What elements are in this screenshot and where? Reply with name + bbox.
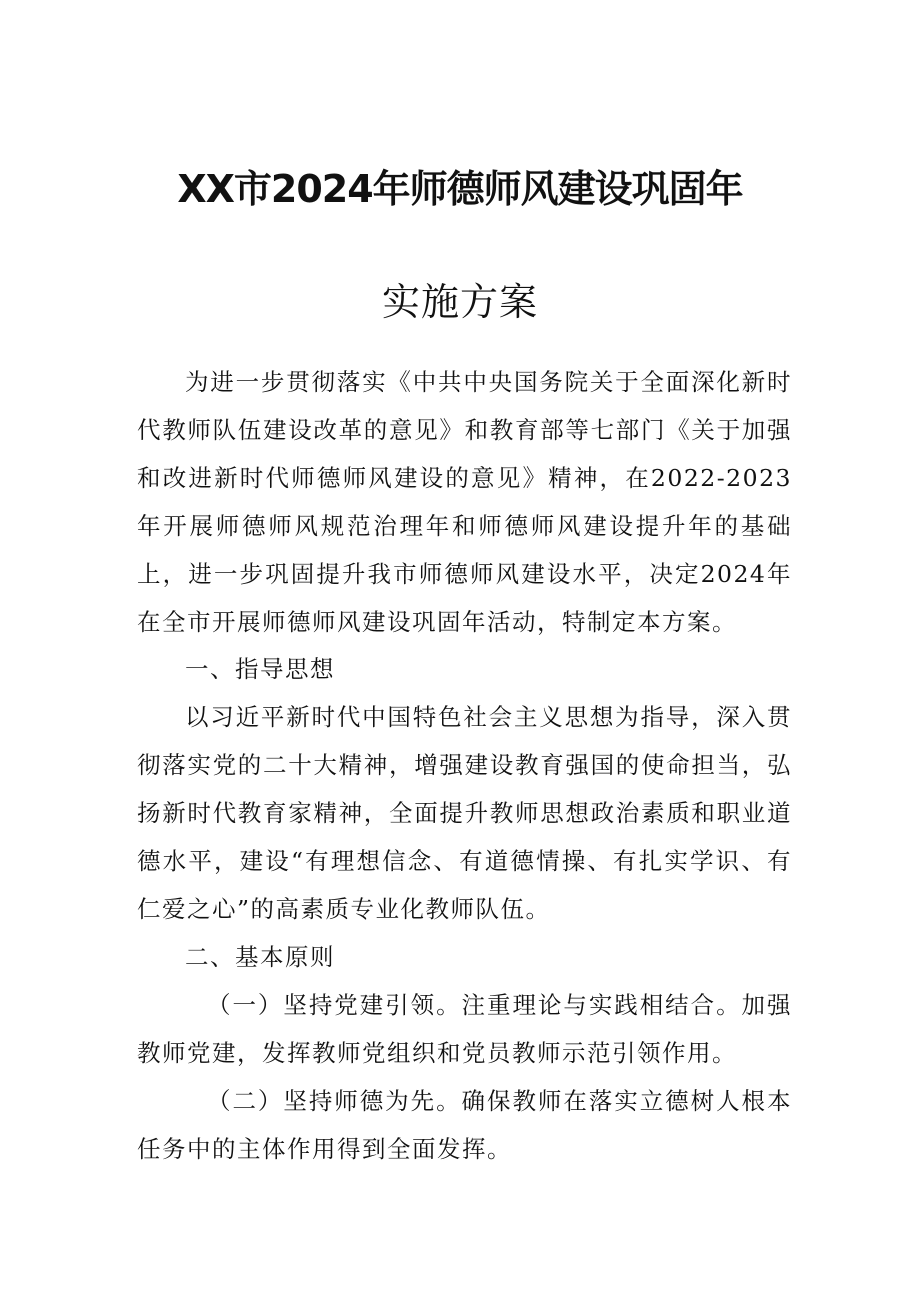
section-heading-guiding-thought: 一、指导思想 [185,655,335,683]
principle-item-1: （一）坚持党建引领。注重理论与实践相结合。加强教师党建，发挥教师党组织和党员教师示范引领作用。 [137,991,792,1067]
section-heading-basic-principles: 二、基本原则 [185,943,335,971]
document-title: XX市2024年师德师风建设巩固年 [177,167,743,211]
intro-paragraph: 为进一步贯彻落实《中共中央国务院关于全面深化新时代教师队伍建设改革的意见》和教育部等七部门《关于加强和改进新时代师德师风建设的意见》精神，在2022-2023年开展师德师风规范治理年和师德师风建设提升年的基础上，进一步巩固提升我市师德师风建设水平，决定2024年在全市开展师德师风建设巩固年活动，特制定本方案。 [137,368,792,636]
guiding-thought-paragraph: 以习近平新时代中国特色社会主义思想为指导，深入贯彻落实党的二十大精神，增强建设教育强国的使命担当，弘扬新时代教育家精神，全面提升教师思想政治素质和职业道德水平，建设“有理想信念、有道德情操、有扎实学识、有仁爱之心”的高素质专业化教师队伍。 [137,703,792,923]
principle-item-2: （二）坚持师德为先。确保教师在落实立德树人根本任务中的主体作用得到全面发挥。 [137,1087,792,1163]
document-subtitle: 实施方案 [381,280,538,324]
